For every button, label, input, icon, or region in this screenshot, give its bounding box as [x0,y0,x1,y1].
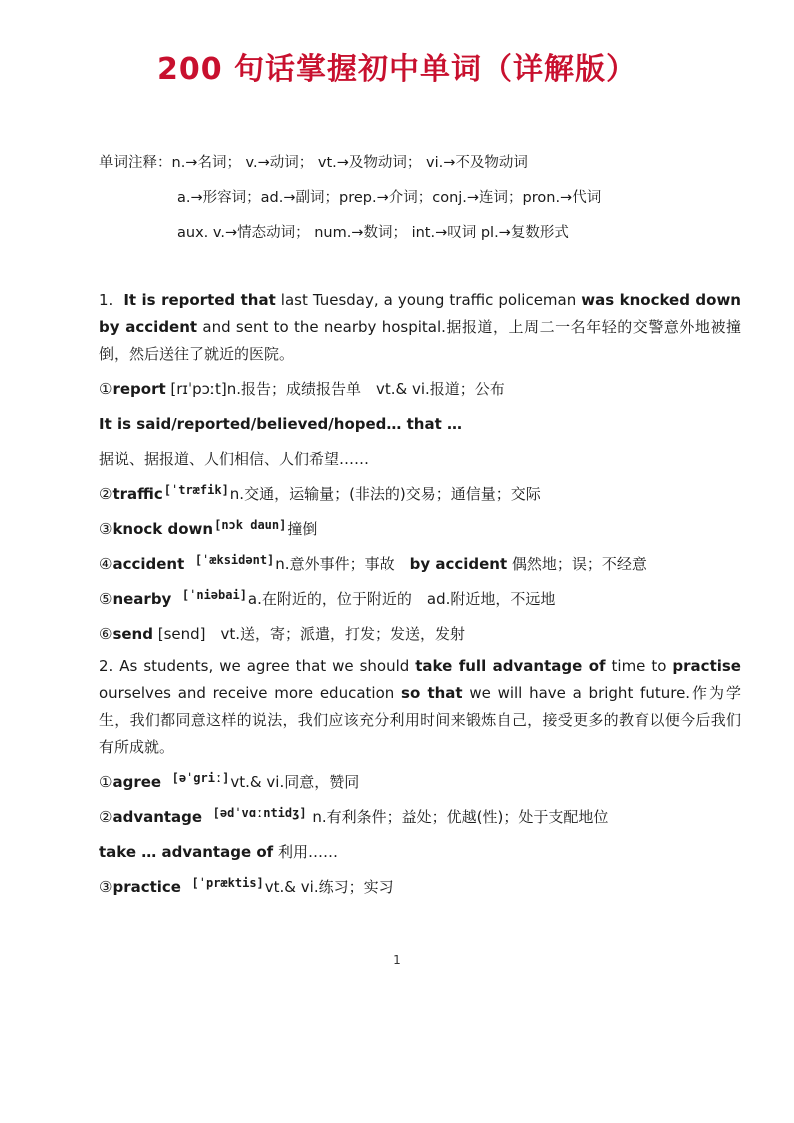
vocab-word: report [112,380,166,398]
key-phrase: practise [672,657,741,675]
definition: a.在附近的，位于附近的 ad.附近地，不远地 [247,590,556,608]
phonetic: [send] [152,625,206,643]
sentence-2 [99,653,741,761]
vocab-word: agree [112,773,162,791]
item-marker: ① [99,380,113,398]
definition: n.意外事件；事故 [275,555,410,573]
item-marker: ③ [99,878,113,896]
item-marker: ② [99,808,113,826]
sentence-number: 1. [99,291,114,309]
page-number: 1 [393,953,401,967]
phonetic: [ˈpræktis] [191,876,264,890]
vocab-phrase: by accident [409,555,508,573]
definition: vt.& vi.同意，赞同 [230,773,360,791]
definition: vt.& vi.练习；实习 [264,878,394,896]
item-marker: ② [99,485,113,503]
definition: 偶然地；误；不经意 [507,555,647,573]
vocab-word: traffic [112,485,163,503]
sentence-number: 2. [99,657,114,675]
sentence-section-2 [99,653,741,905]
vocab-word: knock down [112,520,214,538]
sentence-text: and sent to the nearby hospital.据报道，上周二一名年轻的交警意外地被撞倒，然后送往了就近的医院。 [99,318,741,363]
sentence-text: ourselves and receive more education [99,684,402,702]
vocab-item [99,800,741,835]
item-marker: ③ [99,520,113,538]
annotation-line-3: aux. v.→情态动词； num.→数词； int.→叹词 pl.→复数形式 [177,225,569,241]
key-phrase: was knocked down by accident [99,291,741,336]
vocab-item [99,477,741,512]
phonetic: [rɪˈpɔːt] [165,380,227,398]
definition: vt.送，寄；派遣，打发；发送，发射 [205,625,466,643]
key-phrase: so that [401,684,463,702]
vocab-item [99,617,741,652]
sentence-text: last Tuesday, a young traffic policeman [275,291,582,309]
page-title: 200 句话掌握初中单词（详解版） [156,52,638,87]
phrase-pattern [99,835,741,870]
vocab-item [99,765,741,800]
vocab-item [99,547,741,582]
definition: 撞倒 [287,520,318,538]
vocab-item [99,870,741,905]
definition: n.有利条件；益处；优越(性)；处于支配地位 [307,808,609,826]
phrase-text: take … advantage of [99,843,274,861]
phrase-pattern [99,407,741,442]
phonetic: [ˈniəbai] [181,588,247,602]
key-phrase: take full advantage of [415,657,606,675]
sentence-text: As students, we agree that we should [113,657,416,675]
vocab-word: advantage [112,808,203,826]
vocab-word: accident [112,555,185,573]
sentence-1 [99,287,741,368]
annotation-line-2: a.→形容词；ad.→副词；prep.→介词；conj.→连词；pron.→代词 [177,190,602,206]
vocab-word: send [112,625,153,643]
annotation-line-1: 单词注释：n.→名词； v.→动词； vt.→及物动词； vi.→不及物动词 [99,155,528,171]
phrase-text: It is said/reported/believed/hoped… that … [99,415,462,433]
phonetic: [ədˈvɑːntidʒ] [212,806,307,820]
definition: n.交通，运输量；(非法的)交易；通信量；交际 [229,485,541,503]
phonetic: [nɔk daun] [214,518,287,532]
sentence-text: we will have a bright future.作为学生，我们都同意这样的说法，我们应该充分利用时间来锻炼自己，接受更多的教育以便今后我们有所成就。 [99,684,741,756]
sentence-text: time to [605,657,673,675]
phrase-meaning [99,442,741,477]
item-marker: ④ [99,555,113,573]
phonetic: [ˈtræfik] [163,483,229,497]
definition: n.报告；成绩报告单 vt.& vi.报道；公布 [226,380,505,398]
vocab-item [99,372,741,407]
item-marker: ⑥ [99,625,113,643]
item-marker: ① [99,773,113,791]
phonetic: [ˈæksidənt] [194,553,275,567]
key-phrase: It is reported that [123,291,276,309]
meaning-text: 据说、据报道、人们相信、人们希望…… [99,450,370,468]
vocab-word: practice [112,878,181,896]
vocab-item [99,582,741,617]
vocab-item [99,512,741,547]
sentence-section-1 [99,287,741,652]
vocab-word: nearby [112,590,172,608]
meaning-text: 利用…… [273,843,338,861]
phonetic: [əˈgriː] [171,771,230,785]
item-marker: ⑤ [99,590,113,608]
